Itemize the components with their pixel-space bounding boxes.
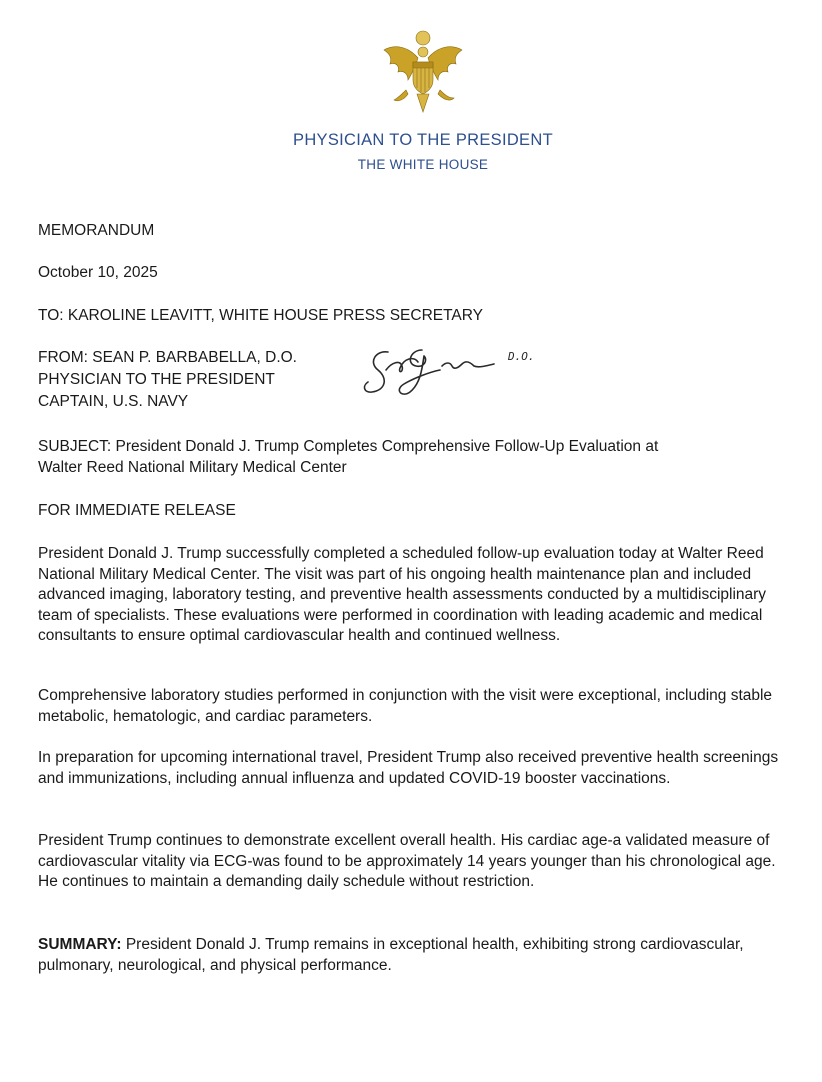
memo-from-name: FROM: SEAN P. BARBABELLA, D.O. — [38, 349, 297, 366]
summary-label: SUMMARY: — [38, 936, 122, 953]
signature-suffix: D.O. — [508, 350, 535, 363]
release-notice: FOR IMMEDIATE RELEASE — [38, 502, 236, 519]
body-paragraph-2: Comprehensive laboratory studies performed in conjunction with the visit were exceptional, including stable metabolic, hematologic, and cardiac parameters. — [38, 687, 773, 725]
body-paragraph-4: President Trump continues to demonstrate excellent overall health. His cardiac age-a validated measure of cardiovascular vitality via ECG-was found to be approximately 14 years younger than his chronological age. He continues to maintain a demanding daily schedule without restriction. — [38, 832, 776, 891]
memo-type: MEMORANDUM — [38, 222, 155, 239]
letterhead-subtitle: THE WHITE HOUSE — [357, 157, 489, 172]
memo-from-title: PHYSICIAN TO THE PRESIDENT — [38, 371, 275, 388]
memo-from-rank: CAPTAIN, U.S. NAVY — [38, 393, 189, 410]
presidential-eagle-seal-icon — [380, 28, 466, 118]
summary-paragraph — [38, 935, 783, 976]
memo-to: TO: KAROLINE LEAVITT, WHITE HOUSE PRESS SECRETARY — [38, 307, 484, 324]
summary-text: President Donald J. Trump remains in exceptional health, exhibiting strong cardiovascular, pulmonary, neurological, and physical performance. — [38, 936, 744, 974]
memo-subject-line-1: SUBJECT: President Donald J. Trump Completes Comprehensive Follow-Up Evaluation at — [38, 438, 659, 455]
body-paragraph-1: President Donald J. Trump successfully completed a scheduled follow-up evaluation today at Walter Reed National Military Medical Center. The visit was part of his ongoing health maintenance plan and included advanced imaging, laboratory testing, and preventive health assessments conducted by a multidisciplinary team of specialists. These evaluations were performed in coordination with leading academic and medical consultants to ensure optimal cardiovascular health and continued wellness. — [38, 545, 767, 645]
memo-date: October 10, 2025 — [38, 264, 158, 281]
handwritten-signature — [358, 340, 548, 402]
body-paragraph-3: In preparation for upcoming international travel, President Trump also received preventive health screenings and immunizations, including annual influenza and updated COVID-19 booster vaccinations. — [38, 749, 779, 787]
memo-subject-line-2: Walter Reed National Military Medical Center — [38, 459, 347, 476]
letterhead-title: PHYSICIAN TO THE PRESIDENT — [293, 131, 553, 149]
